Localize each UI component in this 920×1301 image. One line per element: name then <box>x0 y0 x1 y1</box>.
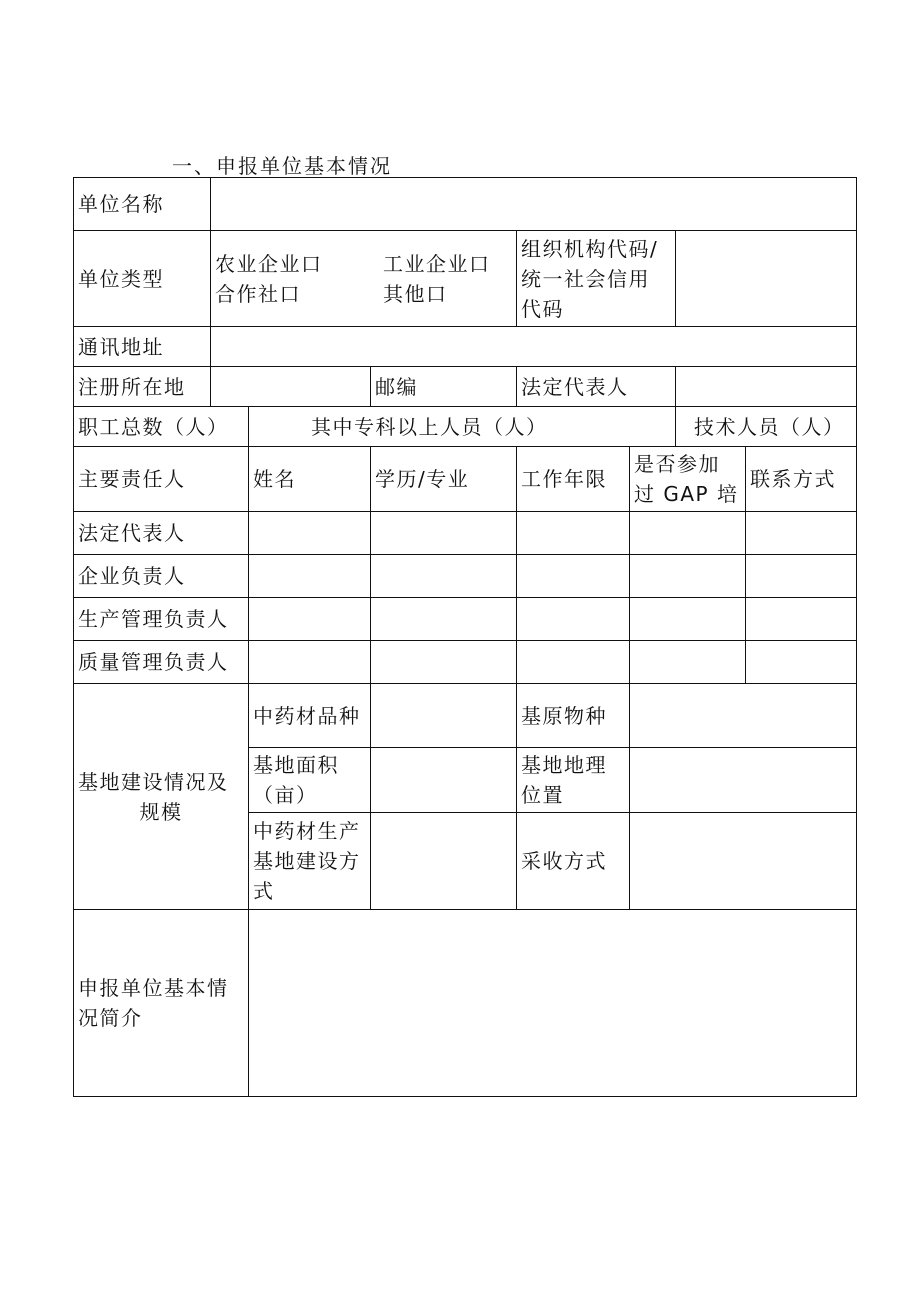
cell-contact[interactable] <box>746 555 857 598</box>
row-staff <box>74 407 857 447</box>
basic-info-table <box>73 177 857 1097</box>
org-code-label-line-2: 统一社会信用 <box>521 266 650 291</box>
option-cooperative[interactable]: 合作社口 <box>215 281 301 306</box>
staff-college-label: 其中专科以上人员（人） <box>249 407 676 447</box>
row-label-quality-head: 质量管理负责人 <box>74 641 249 684</box>
intro-label <box>74 910 249 1097</box>
cell-gap[interactable] <box>630 512 746 555</box>
section-title: 一、申报单位基本情况 <box>172 154 392 178</box>
table-row <box>74 641 857 684</box>
address-field[interactable] <box>211 327 857 367</box>
unit-type-label: 单位类型 <box>74 231 211 327</box>
org-code-label <box>517 231 676 327</box>
org-code-label-line-1: 组织机构代码/ <box>521 236 659 261</box>
construction-mode-label-line-3: 式 <box>253 879 275 903</box>
cell-years[interactable] <box>517 555 630 598</box>
postcode-label: 邮编 <box>371 367 517 407</box>
unit-type-options <box>211 231 517 327</box>
cell-years[interactable] <box>517 512 630 555</box>
row-responsible-header <box>74 447 857 512</box>
base-location-field[interactable] <box>630 748 857 813</box>
unit-name-field[interactable] <box>211 178 857 231</box>
table-row <box>74 598 857 641</box>
cell-contact[interactable] <box>746 512 857 555</box>
legal-rep-label: 法定代表人 <box>517 367 676 407</box>
cell-education[interactable] <box>371 555 517 598</box>
base-section-label-line-1: 基地建设情况及 <box>78 769 229 794</box>
construction-mode-label <box>249 813 371 910</box>
org-code-field[interactable] <box>676 231 857 327</box>
row-label-legal-rep: 法定代表人 <box>74 512 249 555</box>
cell-gap[interactable] <box>630 641 746 684</box>
origin-species-field[interactable] <box>630 684 857 748</box>
header-gap-line-1: 是否参加 <box>634 452 720 476</box>
cell-gap[interactable] <box>630 555 746 598</box>
header-gap-training <box>630 447 746 512</box>
row-intro <box>74 910 857 1097</box>
row-unit-name <box>74 178 857 231</box>
cell-name[interactable] <box>249 512 371 555</box>
herb-variety-label: 中药材品种 <box>249 684 371 748</box>
header-name: 姓名 <box>249 447 371 512</box>
header-gap-line-2: 过 GAP 培 <box>634 482 739 506</box>
intro-label-line-1: 申报单位基本情 <box>78 976 229 1000</box>
row-address <box>74 327 857 367</box>
harvest-mode-field[interactable] <box>630 813 857 910</box>
cell-years[interactable] <box>517 598 630 641</box>
base-section-label <box>74 684 249 910</box>
construction-mode-label-line-2: 基地建设方 <box>253 849 361 873</box>
option-industrial-enterprise[interactable]: 工业企业口 <box>383 251 491 276</box>
cell-gap[interactable] <box>630 598 746 641</box>
cell-education[interactable] <box>371 641 517 684</box>
header-contact: 联系方式 <box>746 447 857 512</box>
row-label-enterprise-head: 企业负责人 <box>74 555 249 598</box>
org-code-label-line-3: 代码 <box>521 296 564 321</box>
legal-rep-field[interactable] <box>676 367 857 407</box>
row-label-production-head: 生产管理负责人 <box>74 598 249 641</box>
staff-total-label: 职工总数（人） <box>74 407 249 447</box>
table-row <box>74 512 857 555</box>
cell-years[interactable] <box>517 641 630 684</box>
table-row <box>74 555 857 598</box>
row-herb-variety <box>74 684 857 748</box>
intro-label-line-2: 况简介 <box>78 1006 143 1030</box>
base-area-label-line-2: （亩） <box>253 783 318 807</box>
option-agri-enterprise[interactable]: 农业企业口 <box>215 251 323 276</box>
header-main-responsible: 主要责任人 <box>74 447 249 512</box>
base-location-label-line-1: 基地地理 <box>521 753 607 777</box>
cell-name[interactable] <box>249 555 371 598</box>
row-registration <box>74 367 857 407</box>
harvest-mode-label: 采收方式 <box>517 813 630 910</box>
row-unit-type <box>74 231 857 327</box>
herb-variety-field[interactable] <box>371 684 517 748</box>
base-area-label <box>249 748 371 813</box>
origin-species-label: 基原物种 <box>517 684 630 748</box>
base-location-label-line-2: 位置 <box>521 783 564 807</box>
header-years: 工作年限 <box>517 447 630 512</box>
unit-name-label: 单位名称 <box>74 178 211 231</box>
header-education: 学历/专业 <box>371 447 517 512</box>
tech-staff-label: 技术人员（人） <box>676 407 857 447</box>
base-location-label <box>517 748 630 813</box>
reg-location-field[interactable] <box>211 367 371 407</box>
construction-mode-label-line-1: 中药材生产 <box>253 819 361 843</box>
base-area-label-line-1: 基地面积 <box>253 753 339 777</box>
intro-field[interactable] <box>249 910 857 1097</box>
option-other[interactable]: 其他口 <box>383 281 448 306</box>
cell-education[interactable] <box>371 512 517 555</box>
construction-mode-field[interactable] <box>371 813 517 910</box>
cell-name[interactable] <box>249 598 371 641</box>
reg-location-label: 注册所在地 <box>74 367 211 407</box>
address-label: 通讯地址 <box>74 327 211 367</box>
cell-contact[interactable] <box>746 641 857 684</box>
base-area-field[interactable] <box>371 748 517 813</box>
base-section-label-line-2: 规模 <box>139 799 183 824</box>
cell-name[interactable] <box>249 641 371 684</box>
cell-education[interactable] <box>371 598 517 641</box>
cell-contact[interactable] <box>746 598 857 641</box>
